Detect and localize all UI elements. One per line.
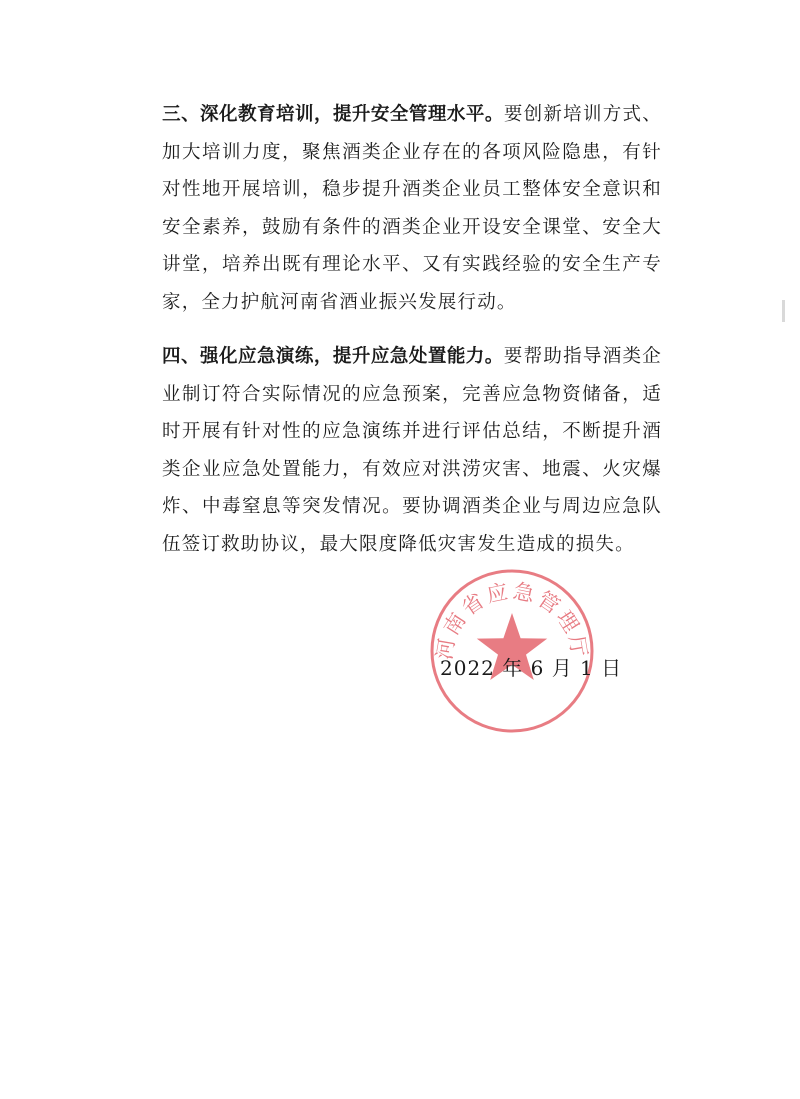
issue-date: 2022 年 6 月 1 日 <box>440 656 623 680</box>
section-four-heading: 四、强化应急演练，提升应急处置能力。 <box>162 346 504 367</box>
section-three-body: 要创新培训方式、加大培训力度，聚焦酒类企业存在的各项风险隐患，有针对性地开展培训，稳步提升酒类企业员工整体安全意识和安全素养，鼓励有条件的酒类企业开设安全课堂、安全大讲堂，培养出既有理论水平、又有实践经验的安全生产专家，全力护航河南省酒业振兴发展行动。 <box>162 104 663 313</box>
scan-edge-mark <box>782 300 785 322</box>
section-four-body: 要帮助指导酒类企业制订符合实际情况的应急预案，完善应急物资储备，适时开展有针对性的应急演练并进行评估总结，不断提升酒类企业应急处置能力，有效应对洪涝灾害、地震、火灾爆炸、中毒窒息等突发情况。要协调酒类企业与周边应急队伍签订救助协议，最大限度降低灾害发生造成的损失。 <box>162 346 662 555</box>
official-seal <box>428 567 596 735</box>
seal-text: 河南省应急管理厅 <box>432 579 592 662</box>
section-three-heading: 三、深化教育培训，提升安全管理水平。 <box>162 104 504 125</box>
section-three-paragraph <box>162 96 662 322</box>
section-four-paragraph <box>162 338 662 564</box>
